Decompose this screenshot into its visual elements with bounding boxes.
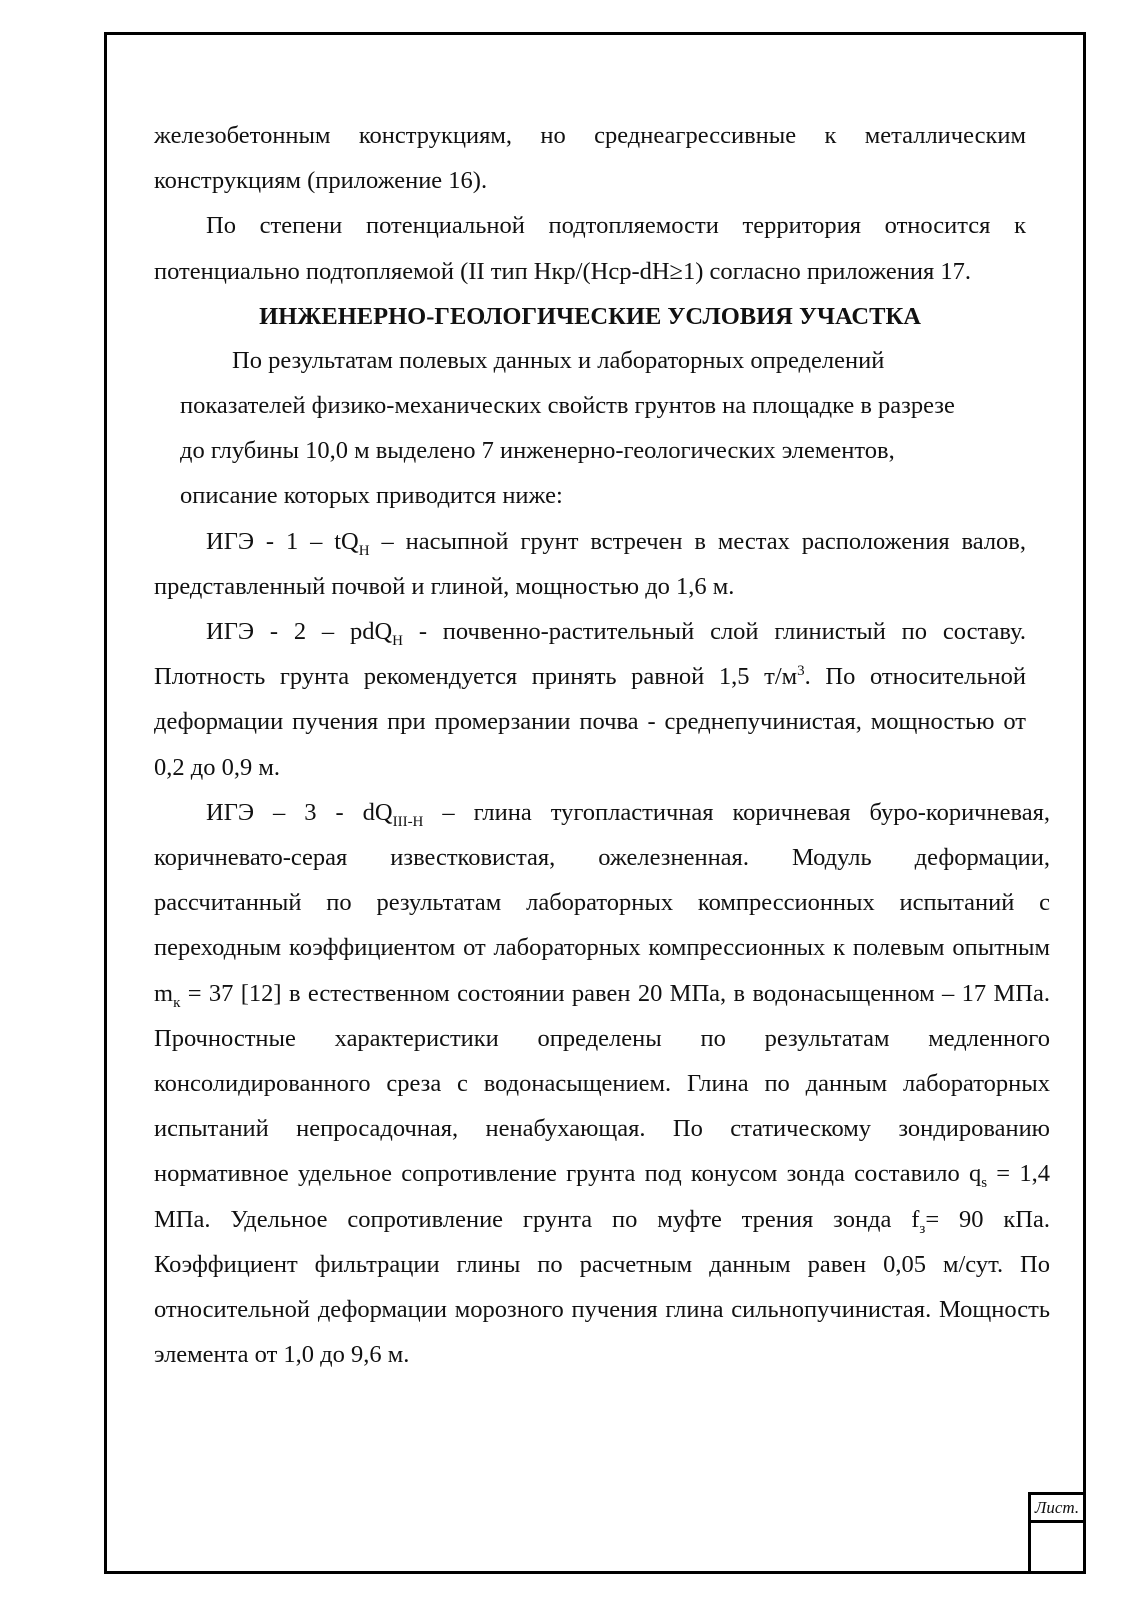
intro-line: По результатам полевых данных и лабораторных определений	[232, 346, 885, 374]
ige-1-lead: ИГЭ - 1 – tQ	[206, 527, 359, 555]
ige-3-mk-index: к	[173, 994, 181, 1011]
ige-1-index: H	[358, 542, 370, 559]
intro-line: до глубины 10,0 м выделено 7 инженерно-геологических элементов,	[180, 437, 895, 465]
paragraph-aggressiveness: железобетонным конструкциям, но среднеагрессивные к металлическим конструкциям (приложение 16).	[154, 122, 1026, 195]
ige-3-index: III-H	[392, 813, 424, 830]
document-body	[154, 113, 1050, 1377]
sheet-number-box	[1028, 1492, 1086, 1574]
paragraph-flooding: По степени потенциальной подтопляемости территория относится к потенциально подтопляемой (II тип Нкр/(Нср-dH≥1) согласно приложения 17.	[154, 212, 1026, 285]
ige-2-text: - почвенно-растительный слой глинистый по составу. Плотность грунта рекомендуется принять равной 1,5 т/м	[154, 618, 1026, 691]
ige-2-lead: ИГЭ - 2 – pdQ	[206, 618, 393, 646]
ige-3-text-2: = 37 [12] в естественном состоянии равен 20 МПа, в водонасыщенном – 17 МПа. Прочностные характеристики определены по результатам медленного консолидированного среза с водонасыщением. Глина по данным лабораторных испытаний непросадочная, ненабухающая. По статическому зондированию нормативное удельное сопротивление грунта под конусом зонда составило q	[154, 979, 1050, 1188]
ige-3-text-3: = 1,4 МПа. Удельное сопротивление грунта по муфте трения зонда f	[154, 1160, 1050, 1233]
paragraph-ige-2	[154, 609, 1026, 790]
ige-3-lead: ИГЭ – 3 - dQ	[206, 798, 393, 826]
intro-line: описание которых приводится ниже:	[180, 482, 563, 510]
ige-3-fz-index: з	[919, 1220, 926, 1237]
ige-3-qs-index: s	[981, 1175, 988, 1192]
intro-line: показателей физико-механических свойств грунтов на площадке в разрезе	[180, 392, 955, 420]
ige-2-text-end: . По относительной деформации пучения при промерзании почва - среднепучинистая, мощностью от 0,2 до 0,9 м.	[154, 663, 1026, 781]
ige-3-text-4: = 90 кПа. Коэффициент фильтрации глины по расчетным данным равен 0,05 м/сут. По относительной деформации морозного пучения глина сильнопучинистая. Мощность элемента от 1,0 до 9,6 м.	[154, 1205, 1050, 1369]
sheet-label: Лист.	[1031, 1495, 1083, 1523]
paragraph-intro	[154, 338, 1010, 519]
ige-1-text: – насыпной грунт встречен в местах расположения валов, представленный почвой и глиной, мощностью до 1,6 м.	[154, 527, 1026, 600]
ige-2-index: H	[392, 632, 403, 649]
ige-3-text-1: – глина тугопластичная коричневая буро-коричневая, коричневато-серая известковистая, ожелезненная. Модуль деформации, рассчитанный по результатам лабораторных компрессионных испытаний с переходным коэффициентом от лабораторных компрессионных к полевым опытным m	[154, 798, 1050, 1007]
paragraph-ige-1	[154, 519, 1026, 609]
ige-2-exponent: 3	[797, 663, 805, 680]
section-heading: ИНЖЕНЕРНО-ГЕОЛОГИЧЕСКИЕ УСЛОВИЯ УЧАСТКА	[259, 302, 921, 330]
paragraph-ige-3	[154, 790, 1050, 1378]
